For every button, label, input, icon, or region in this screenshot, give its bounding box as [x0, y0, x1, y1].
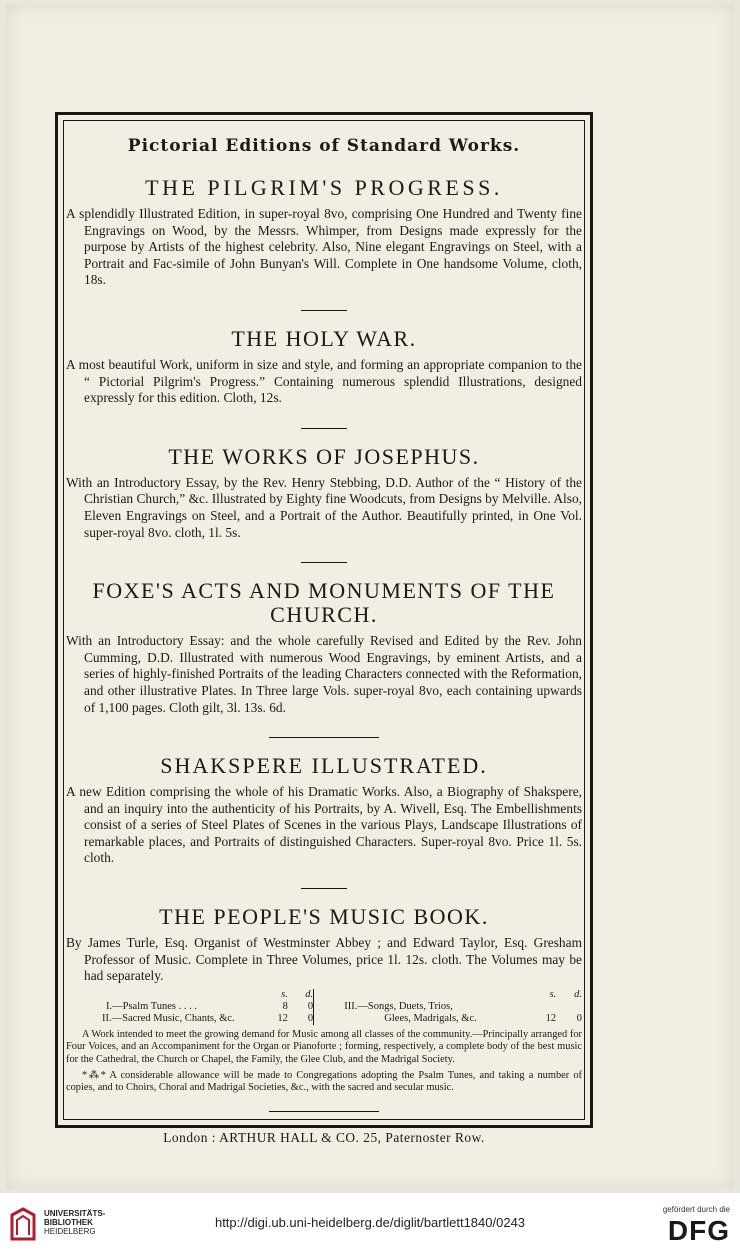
source-url[interactable]: http://digi.ub.uni-heidelberg.de/diglit/bartlett1840/0243 — [214, 1215, 526, 1230]
book-description: A new Edition comprising the whole of his Dramatic Works. Also, a Biography of Shakspere, and an inquiry into the authenticity of his Portraits, by A. Wivell, Esq. The Embellishments consist of a series of Steel Plates of Scenes in the various Plays, Landscape Illustrations of remarkable places, and Portraits of distinguished Characters. Super-royal 8vo. Price 1l. 5s. cloth. — [66, 784, 582, 866]
book-title: THE PEOPLE'S MUSIC BOOK. — [159, 904, 489, 930]
book-description: By James Turle, Esq. Organist of Westminster Abbey ; and Edward Taylor, Esq. Gresham Professor of Music. Complete in Three Volumes, price 1l. 12s. cloth. The Volumes may be had separately. — [66, 935, 582, 984]
publisher-imprint: London : ARTHUR HALL & CO. 25, Paternoster Row. — [163, 1129, 485, 1145]
book-description: A splendidly Illustrated Edition, in super-royal 8vo, comprising One Hundred and Twenty fine Engravings on Wood, by the Messrs. Whimper, from Designs made expressly for the purpose by Artists of the highest celebrity. Also, Nine elegant Engravings on Steel, with a Portrait and Fac-simile of John Bunyan's Will. Complete in One handsome Volume, cloth, 18s. — [66, 206, 582, 288]
price-table: s. d. s. d. I.—Psalm Tunes . . . . 8 0 III.—Songs, Duets, Trios, II.—Sacred Music, Chants, &c. 12 0 Glees, Madrigals, &c. 12 0 — [66, 989, 582, 1025]
book-description: A most beautiful Work, uniform in size and style, and forming an appropriate companion to the “ Pictorial Pilgrim's Progress.” Containing numerous splendid Illustrations, designed expressly for this edition. Cloth, 12s. — [66, 356, 582, 406]
divider — [301, 428, 347, 429]
price-row: I.—Psalm Tunes . . . . 8 0 III.—Songs, Duets, Trios, — [106, 1000, 453, 1012]
institution-name: UNIVERSITÄTS- BIBLIOTHEK HEIDELBERG — [44, 1209, 106, 1236]
divider — [301, 310, 347, 311]
divider — [301, 888, 347, 889]
music-note: A Work intended to meet the growing demand for Music among all classes of the community.—Principally arranged for Four Voices, and an Accompaniment for the Organ or Pianoforte ; forming, respectively, a complete body of the best music for the Cathedral, the Church or Chapel, the Family, the Glee Club, and the Madrigal Society. — [66, 1028, 582, 1065]
book-description: With an Introductory Essay: and the whole carefully Revised and Edited by the Rev. John Cumming, D.D. Illustrated with numerous Wood Engravings, by eminent Artists, and a series of highly-finished Portraits of the leading Characters connected with the Reformation, and other illustrative Plates. In Three large Vols. super-royal 8vo, each containing upwards of 1,100 pages. Cloth gilt, 3l. 13s. 6d. — [66, 633, 582, 715]
book-title: SHAKSPERE ILLUSTRATED. — [160, 753, 488, 779]
funder-caption: gefördert durch die — [662, 1205, 730, 1214]
book-title: THE PILGRIM'S PROGRESS. — [145, 175, 503, 200]
book-title: THE WORKS OF JOSEPHUS. — [168, 443, 480, 469]
book-title: FOXE'S ACTS AND MONUMENTS OF THE CHURCH. — [92, 578, 556, 628]
divider — [269, 737, 379, 738]
digitization-footer — [0, 1193, 740, 1255]
divider — [269, 1111, 379, 1112]
book-title: THE HOLY WAR. — [231, 325, 417, 351]
allowance-note: *⁂* A considerable allowance will be made to Congregations adopting the Psalm Tunes, and taking a number of copies, and to Choirs, Choral and Madrigal Societies, &c., with the sacred and secular music. — [66, 1070, 582, 1094]
advertisement — [66, 122, 582, 1146]
series-title: Pictorial Editions of Standard Works. — [127, 136, 521, 156]
price-row: II.—Sacred Music, Chants, &c. 12 0 Glees, Madrigals, &c. 12 0 — [102, 1012, 582, 1024]
divider — [301, 562, 347, 563]
book-description: With an Introductory Essay, by the Rev. Henry Stebbing, D.D. Author of the “ History of the Christian Church,” &c. Illustrated by Eighty fine Woodcuts, from Designs by Melville. Also, Eleven Engravings on Steel, and a Portrait of the Author. Beautifully printed, in One Vol. super-royal 8vo. cloth, 1l. 5s. — [66, 474, 582, 540]
dfg-logo-icon: DFG — [667, 1215, 730, 1246]
